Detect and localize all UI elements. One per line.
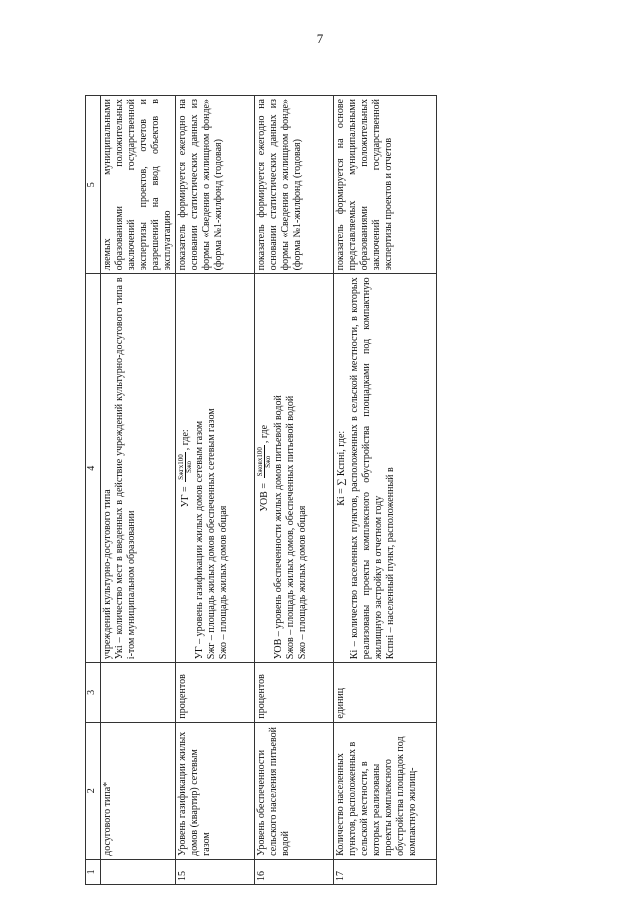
table-row: [101, 96, 176, 885]
method-line: учреждений культурно-досугового типа: [102, 489, 113, 660]
indicator-unit: [101, 663, 176, 722]
method-line: Кi – количество населенных пунктов, расположенных в сельской местности, в которых реализованы проекты комплексного обустройства площадками под компактную жилищную застройку в отчетном году: [349, 277, 384, 660]
calculation-method: [176, 274, 255, 663]
header-col-1: 1: [86, 859, 101, 884]
rotated-table-container: [85, 95, 550, 885]
indicator-unit: единиц: [334, 663, 437, 722]
method-line: Sжов – площадь жилых домов, обеспеченных питьевой водой: [285, 395, 296, 660]
table-row: [334, 96, 437, 885]
fraction: Sжгх100 Sжо: [177, 454, 193, 480]
header-row: [86, 96, 101, 885]
method-line: УГ – уровень газификации жилых домов сетевым газом: [194, 420, 205, 660]
data-source: ляемых муниципальными образованиями положительных заключений государственной экспертизы проектов, отчетов и разрешений на ввод объектов в эксплуатацию: [101, 96, 176, 274]
table-row: [176, 96, 255, 885]
header-col-2: 2: [86, 722, 101, 859]
method-line: Sжг – площадь жилых домов обеспеченных сетевым газом: [206, 408, 217, 660]
indicators-table: [85, 95, 437, 885]
row-number: 17: [334, 859, 437, 884]
calculation-method: [334, 274, 437, 663]
method-line: УОВ – уровень обеспеченности жилых домов питьевой водой: [273, 395, 284, 660]
row-number: [101, 859, 176, 884]
data-source: показатель формируется ежегодно на основании статистических данных из формы «Сведения о жилищном фонде» (форма №1-жилфонд (годовая): [176, 96, 255, 274]
method-line: Кспнi – населенный пункт, расположенный в: [385, 467, 396, 660]
indicator-unit: процентов: [176, 663, 255, 722]
indicator-name: Количество населенных пунктов, расположенных в сельской местности, в которых реализованы проекты комплексного обустройства площадок под компактную жилищ-: [334, 722, 437, 859]
method-line: Sжо – площадь жилых домов общая: [218, 505, 229, 660]
table-row: [255, 96, 334, 885]
header-col-3: 3: [86, 663, 101, 722]
row-number: 16: [255, 859, 334, 884]
fraction: Sжовх100 Sжо: [256, 447, 272, 477]
indicator-unit: процентов: [255, 663, 334, 722]
indicator-name: Уровень газификации жилых домов (квартир) сетевым газом: [176, 722, 255, 859]
header-col-5: 5: [86, 96, 101, 274]
indicator-name: Уровень обеспеченности сельского населения питьевой водой: [255, 722, 334, 859]
indicator-name: досугового типа*: [101, 722, 176, 859]
formula: Кi = ∑ Кспнi, где:: [336, 430, 347, 506]
page-number: 7: [316, 31, 324, 46]
row-number: 15: [176, 859, 255, 884]
formula: УГ = Sжгх100 Sжо , где:: [177, 429, 193, 508]
method-line: Укi – количество мест в введенных в действие учреждений культурно-досугового типа в i-том муниципальном образовании: [114, 277, 137, 660]
method-line: Sжо – площадь жилых домов общая: [297, 505, 308, 660]
header-col-4: 4: [86, 274, 101, 663]
calculation-method: [255, 274, 334, 663]
calculation-method: [101, 274, 176, 663]
formula: УОВ = Sжовх100 Sжо , где: [256, 424, 272, 512]
data-source: показатель формируется ежегодно на основании статистических данных из формы «Сведения о жилищном фонде» (форма №1-жилфонд (годовая): [255, 96, 334, 274]
data-source: показатель формируется на основе представляемых муниципальными образованиями положительных заключений государственной экспертизы проектов и отчетов: [334, 96, 437, 274]
